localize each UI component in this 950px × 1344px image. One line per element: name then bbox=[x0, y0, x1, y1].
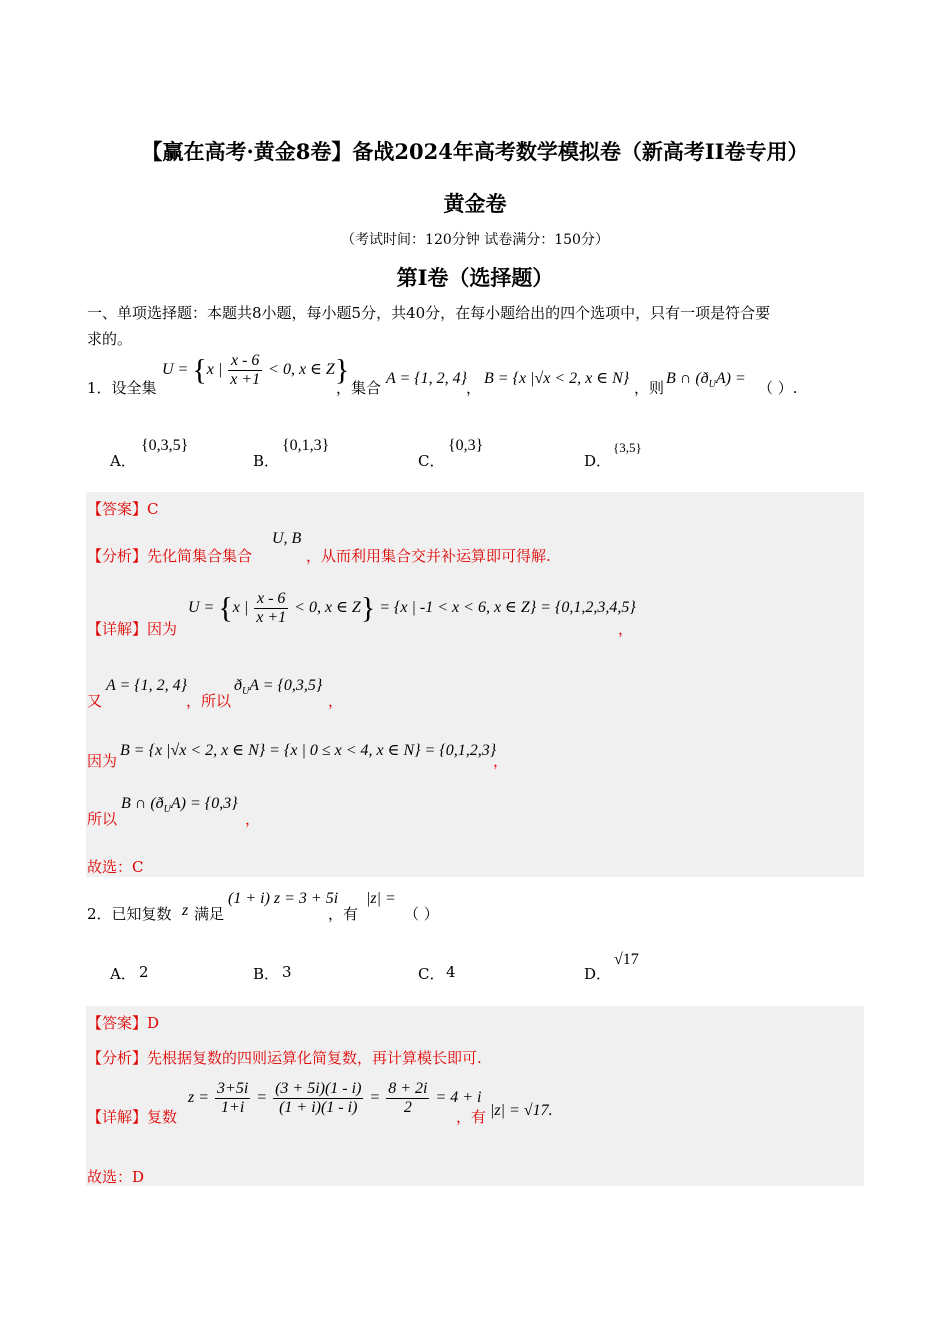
q2-option-d: √17 bbox=[614, 951, 639, 968]
q1-number: 1．设全集 bbox=[87, 379, 157, 397]
q2-option-a-label: A． bbox=[110, 965, 136, 983]
q1-line4-math: B ∩ $(ð_UA) = \{0,3\}$ bbox=[121, 795, 238, 816]
q1-analysis-label: 【分析】先化简集合集合 bbox=[87, 547, 253, 565]
q1-detail-line1-end: ， bbox=[618, 620, 634, 638]
q1-detail-line1: U = {x | $\frac{x - 6}{x +1}$ < 0, x ∈ Z} = {x | -1 < x < 6, x ∈ Z} = {0,1,2,3,4,5} bbox=[188, 590, 636, 626]
q2-text-then: ，有 bbox=[328, 905, 359, 923]
q2-answer: 【答案】D bbox=[87, 1014, 160, 1032]
q2-choice: 故选：D bbox=[87, 1168, 145, 1186]
q1-choice: 故选：C bbox=[87, 858, 144, 876]
q1-set-U: U = {x | $\frac{x - 6}{x +1}$ < 0, x ∈ Z} bbox=[162, 352, 350, 388]
q2-analysis: 【分析】先根据复数的四则运算化简复数，再计算模长即可. bbox=[87, 1049, 482, 1067]
q1-detail-label: 【详解】因为 bbox=[87, 620, 178, 638]
q2-detail-label: 【详解】复数 bbox=[87, 1108, 178, 1126]
q2-option-a: 2 bbox=[139, 963, 149, 981]
instructions-line2: 求的。 bbox=[87, 330, 133, 348]
q1-option-d: {3,5} bbox=[613, 440, 642, 455]
q2-abs: |z| = bbox=[366, 890, 396, 907]
q2-z: z bbox=[182, 902, 189, 919]
q1-line2-setA: A = {1, 2, 4} bbox=[106, 677, 188, 694]
q1-option-c: {0,3} bbox=[448, 437, 484, 454]
q2-number: 2．已知复数 bbox=[87, 905, 172, 923]
q1-line4-pre: 所以 bbox=[87, 810, 118, 828]
q1-analysis-text: ，从而利用集合交并补运算即可得解. bbox=[306, 547, 551, 565]
q1-option-a-label: A． bbox=[110, 452, 136, 470]
q2-option-c-label: C． bbox=[418, 965, 445, 983]
q1-line2-mid: ，所以 bbox=[186, 692, 232, 710]
q1-analysis-math: U, B bbox=[272, 530, 302, 547]
q2-option-c: 4 bbox=[446, 963, 456, 981]
q1-expression: B ∩ $(ð_UA)$ = bbox=[666, 370, 746, 391]
q2-detail-sep: ，有 bbox=[456, 1108, 487, 1126]
q2-detail-math: z = $\frac{3+5i}{1+i}$ = $\frac{(3 + 5i)(1 - i)}{(1 + i)(1 - i)}$ = $\frac{8 + 2i}{2}$ = 4 + i bbox=[188, 1080, 482, 1116]
q2-paren: （ ） bbox=[404, 905, 439, 923]
q1-line3-pre: 因为 bbox=[87, 752, 118, 770]
q2-modulus: |z| = √17. bbox=[490, 1102, 553, 1119]
q1-option-b-label: B． bbox=[253, 452, 280, 470]
q2-equation: (1 + i) z = 3 + 5i bbox=[228, 890, 339, 907]
q1-answer: 【答案】C bbox=[87, 500, 159, 518]
q1-set-B: B = {x |√x < 2, x ∈ N} bbox=[484, 370, 630, 387]
q2-satisfy: 满足 bbox=[194, 905, 225, 923]
q1-line2-end: ， bbox=[328, 692, 344, 710]
q1-line3-end: ， bbox=[493, 752, 509, 770]
q2-option-d-label: D． bbox=[584, 965, 612, 983]
q1-text-then: ，则 bbox=[634, 379, 665, 397]
q1-option-d-label: D． bbox=[584, 452, 612, 470]
paper-title: 【赢在高考·黄金8卷】备战2024年高考数学模拟卷（新高考II卷专用） bbox=[141, 139, 809, 164]
paper-subtitle: 黄金卷 bbox=[443, 191, 507, 216]
q1-option-c-label: C． bbox=[418, 452, 445, 470]
q1-line3-math: B = {x |√x < 2, x ∈ N} = {x | 0 ≤ x < 4, x ∈ N} = {0,1,2,3} bbox=[120, 742, 497, 759]
q1-line4-end: ， bbox=[245, 810, 261, 828]
q1-paren: （ ）. bbox=[758, 379, 798, 397]
q1-set-A: A = {1, 2, 4} bbox=[386, 370, 468, 387]
q2-option-b: 3 bbox=[282, 963, 292, 981]
q1-text-set: ，集合 bbox=[336, 379, 382, 397]
section-heading: 第I卷（选择题） bbox=[396, 265, 554, 290]
exam-info: （考试时间：120分钟 试卷满分：150分） bbox=[341, 232, 609, 248]
q1-line2-complement: $ð_UA = \{0,3,5\}$ bbox=[234, 677, 323, 698]
q1-option-b: {0,1,3} bbox=[282, 437, 330, 454]
instructions-line1: 一、单项选择题：本题共8小题，每小题5分，共40分，在每小题给出的四个选项中，只有一项是符合要 bbox=[87, 304, 771, 322]
q2-option-b-label: B． bbox=[253, 965, 280, 983]
q1-line2-pre: 又 bbox=[87, 692, 103, 710]
q1-comma: ， bbox=[466, 379, 482, 397]
q1-option-a: {0,3,5} bbox=[141, 437, 189, 454]
